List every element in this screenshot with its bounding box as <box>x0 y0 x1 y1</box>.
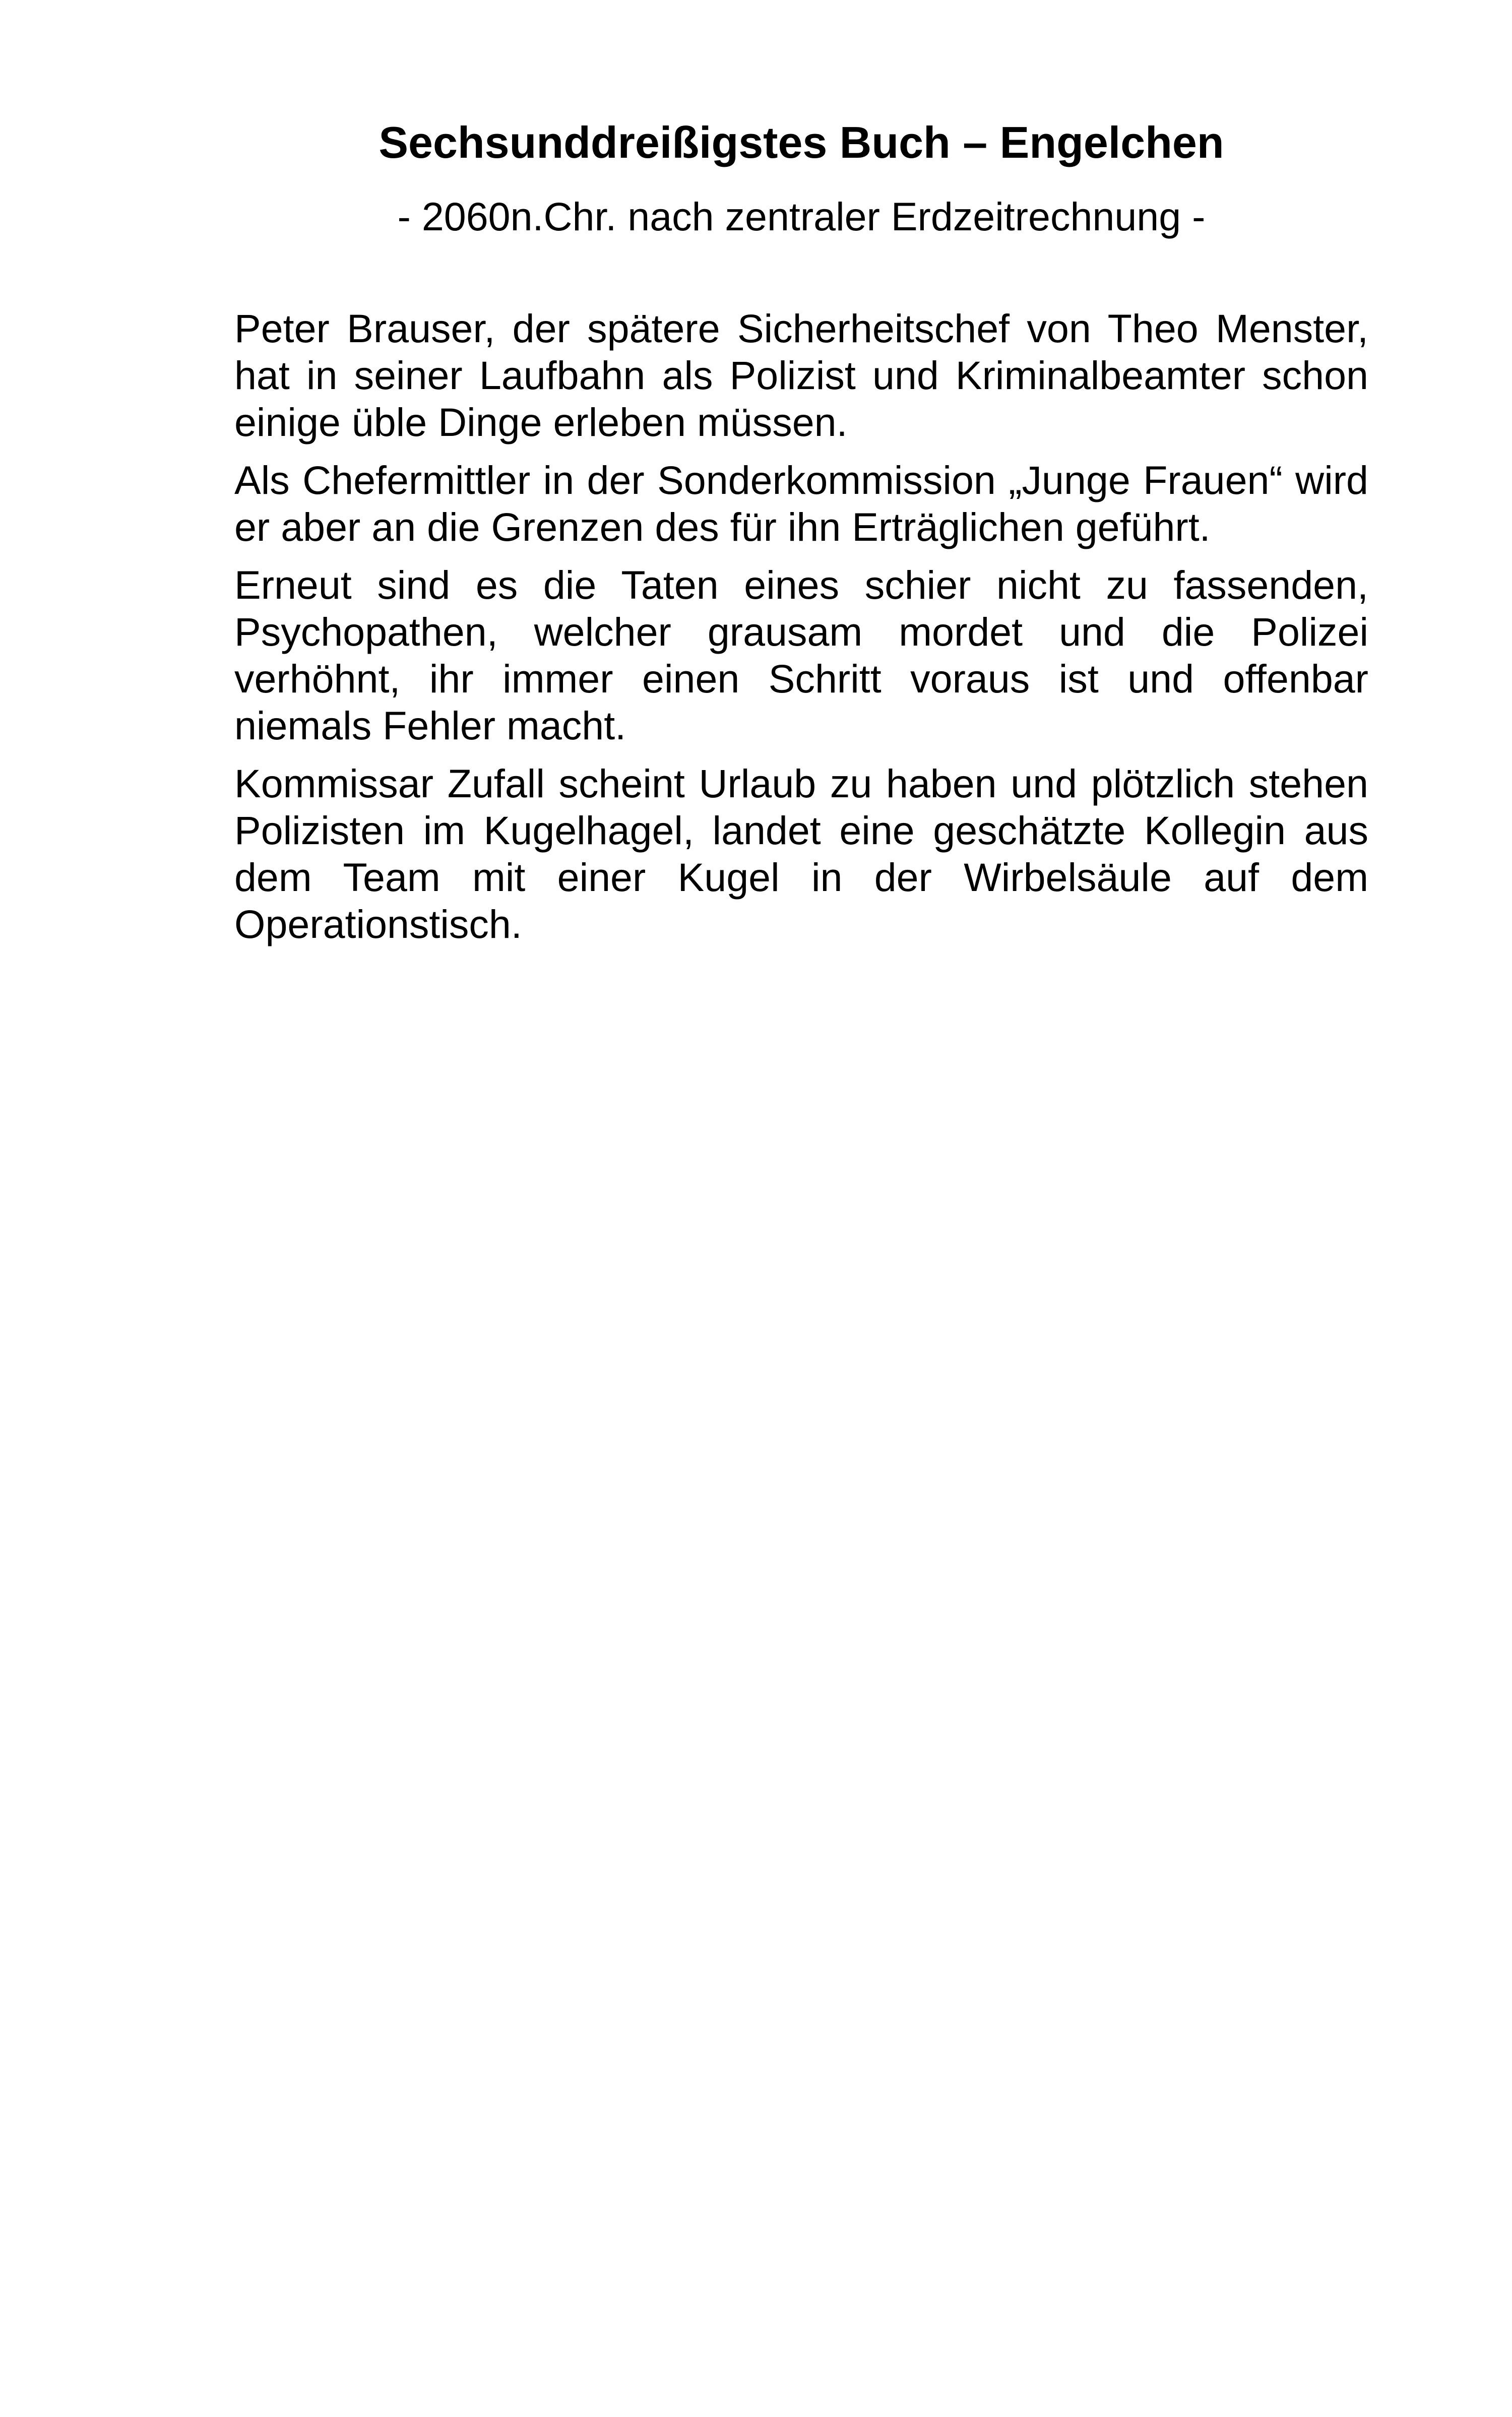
book-subtitle: - 2060n.Chr. nach zentraler Erdzeitrechnung - <box>397 194 1206 239</box>
book-title: Sechsunddreißigstes Buch – Engelchen <box>379 117 1224 167</box>
body-text <box>234 305 1368 959</box>
paragraph: Erneut sind es die Taten eines schier nicht zu fassenden, Psychopathen, welcher grausam mordet und die Polizei verhöhnt, ihr immer einen Schritt voraus ist und offenbar niemals Fehler macht. <box>234 562 1368 748</box>
paragraph: Als Chefermittler in der Sonderkommission „Junge Frauen“ wird er aber an die Grenzen des für ihn Erträglichen geführt. <box>234 458 1368 549</box>
paragraph: Kommissar Zufall scheint Urlaub zu haben und plötzlich stehen Polizisten im Kugelhagel, landet eine geschätzte Kollegin aus dem Team mit einer Kugel in der Wirbelsäule auf dem Operationstisch. <box>234 761 1368 946</box>
paragraph: Peter Brauser, der spätere Sicherheitschef von Theo Menster, hat in seiner Laufbahn als Polizist und Kriminalbeamter schon einige üble Dinge erleben müssen. <box>234 306 1368 444</box>
